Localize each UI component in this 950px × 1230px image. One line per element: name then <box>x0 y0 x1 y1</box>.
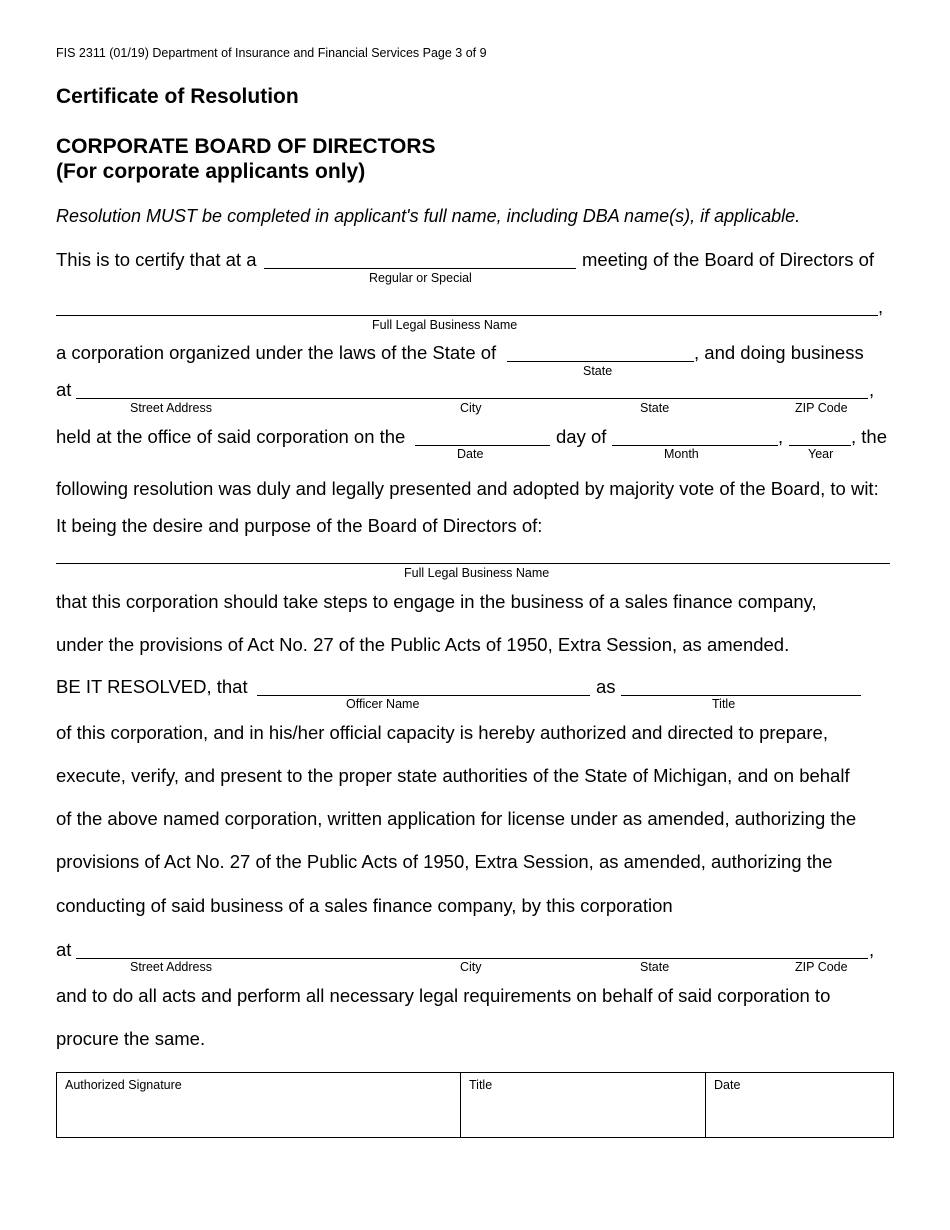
signature-title-label: Title <box>469 1078 493 1092</box>
provisions-text: under the provisions of Act No. 27 of the Public Acts of 1950, Extra Session, as amended. <box>56 634 790 655</box>
procure-text: procure the same. <box>56 1028 206 1049</box>
signature-table <box>56 1072 894 1138</box>
execute-text: execute, verify, and present to the proper state authorities of the State of Michigan, and on behalf <box>56 765 850 786</box>
business-name-field-2[interactable] <box>56 563 890 564</box>
meeting-text: meeting of the Board of Directors of <box>582 249 875 270</box>
street-caption-2: Street Address <box>130 960 212 974</box>
officer-name-field[interactable] <box>257 695 590 696</box>
at-label-2: at <box>56 939 72 960</box>
certify-text: This is to certify that at a <box>56 249 257 270</box>
year-field[interactable] <box>789 445 851 446</box>
business-name-caption-2: Full Legal Business Name <box>404 566 550 580</box>
conducting-text: conducting of said business of a sales finance company, by this corporation <box>56 895 673 916</box>
business-name-caption: Full Legal Business Name <box>372 318 518 332</box>
instruction-text: Resolution MUST be completed in applicant's full name, including DBA name(s), if applicable. <box>56 206 801 226</box>
officer-title-caption: Title <box>712 697 736 711</box>
meeting-type-caption: Regular or Special <box>369 271 472 285</box>
zip-caption: ZIP Code <box>795 401 848 415</box>
engage-text: that this corporation should take steps to engage in the business of a sales finance company, <box>56 591 817 612</box>
state-field[interactable] <box>507 361 694 362</box>
month-comma: , <box>778 426 784 447</box>
month-caption: Month <box>664 447 699 461</box>
as-text: as <box>596 676 616 697</box>
signature-date-label: Date <box>714 1078 741 1092</box>
state-caption: State <box>640 401 670 415</box>
acts-text: and to do all acts and perform all necessary legal requirements on behalf of said corporation to <box>56 985 831 1006</box>
address-field-2[interactable] <box>76 958 868 959</box>
act-provisions-text: provisions of Act No. 27 of the Public Acts of 1950, Extra Session, as amended, authorizing the <box>56 851 833 872</box>
at-label: at <box>56 379 72 400</box>
resolved-text: BE IT RESOLVED, that <box>56 676 248 697</box>
month-field[interactable] <box>612 445 778 446</box>
officer-title-field[interactable] <box>621 695 861 696</box>
address-comma: , <box>869 379 875 400</box>
page-header: FIS 2311 (01/19) Department of Insurance and Financial Services Page 3 of 9 <box>56 46 487 60</box>
zip-caption-2: ZIP Code <box>795 960 848 974</box>
capacity-text: of this corporation, and in his/her official capacity is hereby authorized and directed to prepare, <box>56 722 828 743</box>
date-field[interactable] <box>415 445 550 446</box>
date-caption: Date <box>457 447 484 461</box>
state-caption: State <box>583 364 613 378</box>
section-subtitle: (For corporate applicants only) <box>56 160 366 183</box>
organized-text: a corporation organized under the laws of the State of <box>56 342 497 363</box>
meeting-type-field[interactable] <box>264 268 576 269</box>
doing-business-text: , and doing business <box>694 342 864 363</box>
business-name-field[interactable] <box>56 315 878 316</box>
resolution-text: following resolution was duly and legally presented and adopted by majority vote of the Board, to wit: <box>56 478 879 499</box>
city-caption: City <box>460 401 482 415</box>
street-caption: Street Address <box>130 401 212 415</box>
signature-label: Authorized Signature <box>65 1078 182 1092</box>
signature-cell[interactable] <box>57 1073 461 1137</box>
city-caption-2: City <box>460 960 482 974</box>
section-title: CORPORATE BOARD OF DIRECTORS <box>56 135 436 158</box>
address-field[interactable] <box>76 398 868 399</box>
year-caption: Year <box>808 447 834 461</box>
desire-text: It being the desire and purpose of the Board of Directors of: <box>56 515 543 536</box>
page-title: Certificate of Resolution <box>56 85 299 108</box>
the-text: , the <box>851 426 887 447</box>
state-caption-2: State <box>640 960 670 974</box>
business-name-comma: , <box>878 296 884 317</box>
signature-date-cell[interactable] <box>706 1073 892 1137</box>
address-comma-2: , <box>869 939 875 960</box>
day-of-text: day of <box>556 426 607 447</box>
officer-name-caption: Officer Name <box>346 697 420 711</box>
signature-title-cell[interactable] <box>461 1073 706 1137</box>
application-text: of the above named corporation, written application for license under as amended, authorizing the <box>56 808 857 829</box>
held-text: held at the office of said corporation on the <box>56 426 406 447</box>
